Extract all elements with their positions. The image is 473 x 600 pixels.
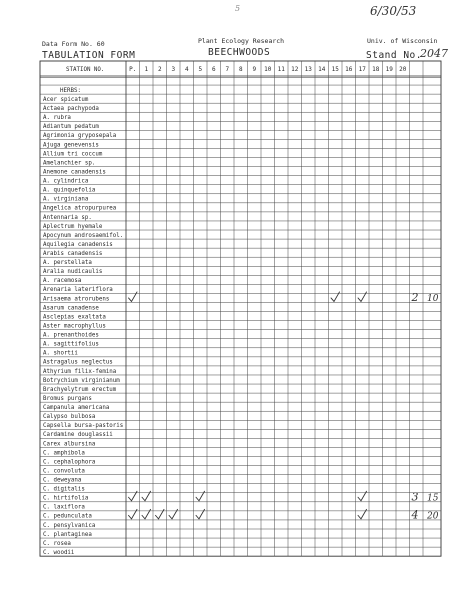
column-header: 13 [304, 66, 312, 73]
species-name: A. shortii [43, 350, 78, 357]
species-name: A. cylindrica [43, 178, 89, 185]
species-name: Amelanchier sp. [43, 160, 96, 167]
form-title: TABULATION FORM [42, 50, 136, 61]
column-header: P. [129, 66, 137, 73]
species-name: A. sagittifolius [43, 341, 99, 348]
species-name: C. digitalis [43, 486, 85, 493]
species-name: Bromus purgans [43, 395, 92, 402]
species-name: C. convoluta [43, 468, 85, 475]
species-name: C. rosea [43, 540, 71, 547]
column-header: 5 [198, 66, 203, 73]
species-name: Adiantum pedatum [43, 124, 99, 131]
stand-label: Stand No. [366, 50, 422, 61]
species-name: Athyrium filix-femina [43, 368, 117, 375]
species-name: Aquilegia canadensis [43, 241, 113, 248]
species-name: Asarum canadense [43, 305, 99, 312]
column-header: 14 [318, 66, 326, 73]
section-label: HERBS: [60, 87, 81, 94]
species-name: C. pensylvanica [43, 522, 96, 529]
column-header: 2 [157, 66, 162, 73]
species-name: Acer spicatum [43, 96, 89, 103]
station-header: STATION NO. [66, 67, 105, 73]
tally-count: 2 [411, 290, 419, 304]
tally-count: 4 [411, 508, 419, 522]
form-number: Data Form No. 60 [42, 40, 105, 48]
column-header: 18 [372, 66, 380, 73]
species-name: Astragalus neglectus [43, 359, 113, 366]
column-header: 1 [144, 66, 149, 73]
species-name: A. rubra [43, 115, 71, 122]
species-name: C. woodii [43, 549, 75, 556]
species-name: C. cephalophora [43, 459, 96, 466]
column-header: 16 [345, 66, 353, 73]
site-name: BEECHWOODS [208, 47, 271, 58]
species-name: A. virginiana [43, 196, 89, 203]
species-name: A. perstellata [43, 260, 92, 267]
tally-total: 20 [427, 511, 439, 522]
column-header: 19 [385, 66, 393, 73]
species-name: Arenaria lateriflora [43, 287, 113, 294]
tally-count: 3 [411, 490, 419, 504]
species-name: Agrimonia gryposepala [43, 133, 117, 140]
species-name: A. prenanthoides [43, 332, 99, 339]
column-header: 15 [331, 66, 339, 73]
column-header: 10 [264, 66, 272, 73]
species-name: Ajuga genevensis [43, 142, 99, 149]
species-name: Cardamine douglassii [43, 432, 113, 439]
species-name: Calypso bulbosa [43, 414, 96, 421]
species-name: C. plantaginea [43, 531, 92, 538]
column-header: 20 [399, 66, 407, 73]
species-name: Anemone canadensis [43, 169, 106, 176]
column-header: 8 [238, 66, 243, 73]
column-header: 4 [184, 66, 189, 73]
species-name: Arabis canadensis [43, 251, 103, 257]
species-name: C. deweyana [43, 477, 82, 484]
species-name: C. amphibola [43, 450, 85, 457]
species-name: Allium tri coccum [43, 151, 103, 158]
species-name: Aplectrum hyemale [43, 223, 103, 230]
species-name: C. pedunculata [43, 513, 92, 520]
species-name: A. quinquefolia [43, 187, 96, 194]
column-header: 17 [358, 66, 366, 73]
species-name: Aralia nudicaulis [43, 269, 103, 276]
species-name: Apocynum androsaemifol. [43, 232, 124, 239]
species-name: C. laxiflora [43, 504, 85, 511]
handwritten-date: 6/30/53 [370, 4, 417, 18]
tally-total: 15 [427, 493, 439, 504]
column-header: 12 [291, 66, 299, 73]
species-name: Arisaema atrorubens [43, 296, 110, 303]
species-name: Antennaria sp. [43, 214, 92, 221]
organization: Plant Ecology Research [198, 37, 285, 45]
species-name: Asclepias exaltata [43, 314, 106, 321]
species-name: Angelica atropurpurea [43, 205, 117, 212]
species-name: Capsella bursa-pastoris [43, 423, 124, 430]
species-name: Carex albursina [43, 441, 96, 448]
column-header: 11 [277, 66, 285, 73]
university: Univ. of Wisconsin [367, 37, 438, 45]
tally-total: 10 [427, 293, 439, 304]
species-name: Aster macrophyllus [43, 323, 106, 330]
species-name: C. hirtifolia [43, 495, 89, 502]
page-mark: 5 [235, 4, 241, 13]
species-name: Botrychium virginianum [43, 377, 120, 384]
column-header: 9 [252, 66, 257, 73]
species-name: Brachyelytrum erectum [43, 386, 117, 393]
stand-number: 2047 [420, 47, 448, 60]
column-header: 7 [225, 66, 230, 73]
species-name: Campanula americana [43, 405, 110, 412]
species-name: Actaea pachypoda [43, 106, 99, 113]
column-header: 3 [171, 66, 176, 73]
species-name: A. racemosa [43, 278, 82, 285]
column-header: 6 [211, 66, 216, 73]
